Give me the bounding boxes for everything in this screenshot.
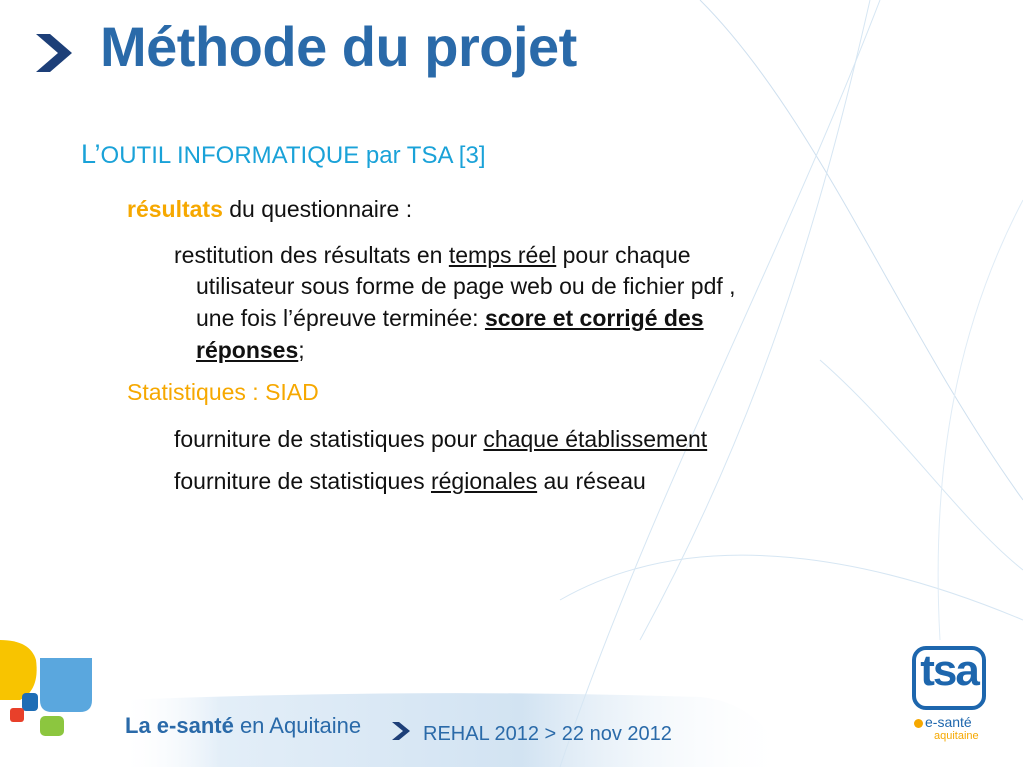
bold-underlined-text: score et corrigé des <box>484 305 704 331</box>
restitution-line-3 <box>196 305 704 332</box>
resultats-rest: du questionnaire : <box>222 196 413 222</box>
dot-icon <box>914 719 923 728</box>
underlined-text: régionales <box>430 468 538 494</box>
text-fragment: fourniture de statistiques <box>174 468 431 494</box>
chevron-right-icon <box>391 720 411 742</box>
text-fragment: fourniture de statistiques pour <box>174 426 484 452</box>
subtitle-prefix: L’ <box>81 139 101 169</box>
resultats-heading <box>127 196 412 223</box>
text-fragment: ; <box>298 337 305 363</box>
footer-brand <box>125 713 361 739</box>
aquitaine-label: aquitaine <box>934 730 979 742</box>
restitution-line-1 <box>174 242 691 269</box>
chevron-right-icon <box>34 30 74 76</box>
subtitle-text: OUTIL INFORMATIQUE par TSA [3] <box>100 142 486 169</box>
fourniture-line-2 <box>174 468 646 495</box>
section-subtitle <box>81 139 486 170</box>
text-fragment: restitution des résultats en <box>174 242 449 268</box>
restitution-line-2: utilisateur sous forme de page web ou de fichier pdf , <box>196 273 736 299</box>
resultats-keyword: résultats <box>127 196 223 222</box>
footer-event: REHAL 2012 > 22 nov 2012 <box>423 723 672 745</box>
text-fragment: pour chaque <box>556 242 691 268</box>
logo-puzzle-icon <box>0 640 92 736</box>
statistiques-heading: Statistiques : SIAD <box>127 379 319 405</box>
underlined-text: chaque établissement <box>483 426 708 452</box>
esante-label <box>914 714 972 730</box>
underlined-text: temps réel <box>448 242 557 268</box>
page-title: Méthode du projet <box>100 15 577 78</box>
tsa-logo-box <box>912 646 986 710</box>
restitution-line-4 <box>196 337 305 364</box>
esante-text: e-santé <box>925 714 972 730</box>
text-fragment: au réseau <box>537 468 646 494</box>
tsa-logo-text: tsa <box>920 646 978 695</box>
brand-bold: La e-santé <box>125 713 234 738</box>
brand-rest: en Aquitaine <box>233 713 362 738</box>
tsa-logo <box>910 646 990 746</box>
text-fragment: une fois l’épreuve terminée: <box>196 305 485 331</box>
fourniture-line-1 <box>174 426 707 453</box>
bold-underlined-text: réponses <box>196 337 299 363</box>
